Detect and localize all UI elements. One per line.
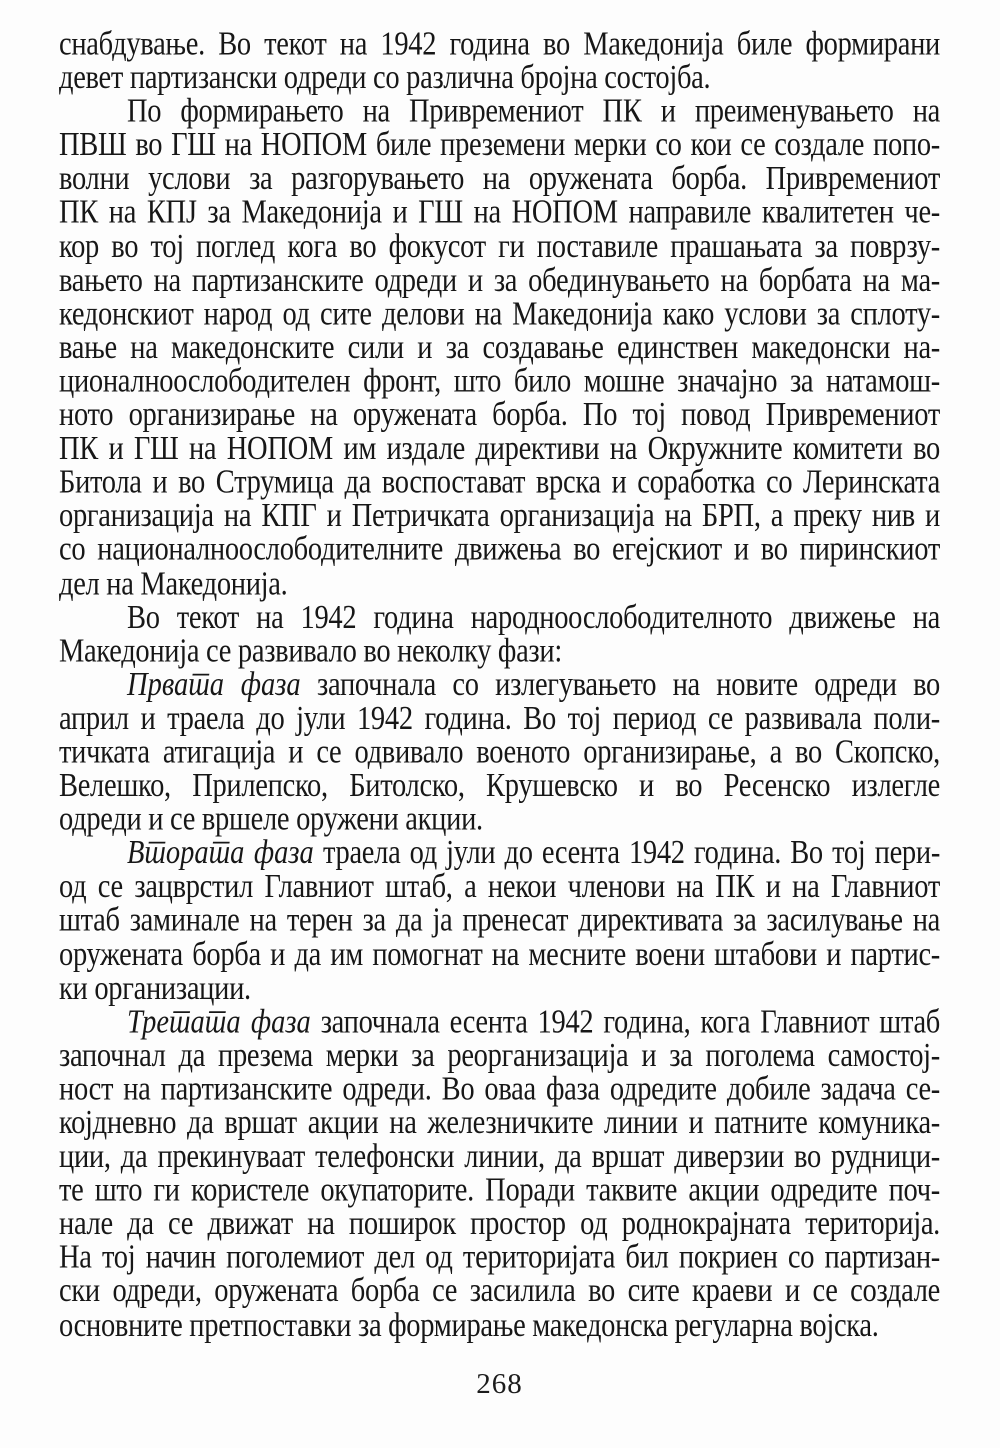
text-line: На тој начин поголемиот дел од територијата бил покриен со партизан-	[59, 1239, 940, 1277]
text-line: со националноослободителните движења во егејскиот и во пиринскиот	[59, 531, 940, 569]
text-line: вање на македонските сили и за создавање единствен македонски на-	[59, 329, 940, 367]
text-line: штаб заминале на терен за да ја пренесат директивата за засилување на	[59, 902, 940, 940]
text-line: ПК и ГШ на НОПОМ им издале директиви на Окружните комитети во	[59, 430, 940, 468]
text-line: Втората фаза траела од јули до есента 1942 година. Во тој пери-	[127, 834, 941, 872]
text-line: кедонскиот народ од сите делови на Македонија како услови за сплоту-	[59, 295, 940, 333]
phase-label-italic: Втората фаза	[127, 834, 314, 872]
text-line: Во текот на 1942 година народноослободителното движење на	[127, 598, 940, 636]
phase-label-italic: Првата фаза	[127, 666, 301, 704]
text-line: ции, да прекинуваат телефонски линии, да вршат диверзии во рудници-	[59, 1138, 940, 1176]
text-line: вањето на партизанските одреди и за обединувањето на борбата на ма-	[59, 261, 940, 299]
text-line: оружената борба и да им помогнат на месните воени штабови и партис-	[59, 935, 940, 974]
text-line: организација на КПГ и Петричката организација на БРП, а преку нив и	[59, 497, 940, 535]
text-line: ционалноослободителен фронт, што било мошне значајно за натамош-	[59, 362, 940, 400]
text-line: нале да се движат на поширок простор од роднокрајната територија.	[59, 1205, 940, 1243]
text-line: кор во тој поглед кога во фокусот ги поставиле прашањата за поврзу-	[59, 227, 940, 266]
text-line: Првата фаза започнала со излегувањето на новите одреди во	[127, 666, 940, 704]
text-line: Велешко, Прилепско, Битолско, Крушевско и во Ресенско излегле	[59, 767, 940, 805]
text-line: којдневно да вршат акции на железничките линии и патните комуника-	[59, 1104, 940, 1142]
text-line: основните претпоставки за формирање македонска регуларна војска.	[59, 1306, 879, 1344]
text-line: ПВШ во ГШ на НОПОМ биле преземени мерки со кои се создале попо-	[59, 126, 940, 164]
text-line: ност на партизанските одреди. Во оваа фаза одредите добиле задача се-	[59, 1070, 940, 1108]
text-line: од се зацврстил Главниот штаб, а некои членови на ПК и на Главниот	[59, 868, 940, 906]
text-line: ки организации.	[59, 969, 251, 1007]
page-number: 268	[476, 1368, 523, 1400]
text-line: Македонија се развивало во неколку фази:	[59, 632, 562, 670]
text-line: По формирањето на Привремениот ПК и преименувањето на	[127, 93, 940, 131]
phase-label-italic: Третата фаза	[127, 1003, 311, 1041]
text-line: април и траела до јули 1942 година. Во тој период се развивала поли-	[59, 699, 940, 738]
text-line: Битола и во Струмица да воспостават врска и соработка со Леринската	[59, 463, 940, 502]
body-text	[59, 25, 941, 1344]
text-line: девет партизански одреди со различна бројна состојба.	[59, 59, 711, 97]
text-line: дел на Македонија.	[59, 565, 288, 603]
text-line: ПК на КПЈ за Македонија и ГШ на НОПОМ направиле квалитетен че-	[59, 194, 940, 232]
text-line: ното организирање на оружената борба. По тој повод Привремениот	[59, 396, 940, 434]
text-line: волни услови за разгорувањето на оружената борба. Привремениот	[59, 160, 940, 198]
text-line: започнал да презема мерки за реорганизација и за поголема самостој-	[59, 1036, 940, 1075]
text-line: одреди и се вршеле оружени акции.	[59, 800, 483, 839]
page-footer	[59, 1368, 940, 1401]
text-line: ски одреди, оружената борба се засилила во сите краеви и се создале	[59, 1272, 940, 1311]
text-line: Третата фаза започнала есента 1942 година, кога Главниот штаб	[127, 1003, 940, 1041]
text-line: те што ги користеле окупаторите. Поради таквите акции одредите поч-	[59, 1171, 940, 1210]
text-line: снабдување. Во текот на 1942 година во Македонија биле формирани	[59, 25, 940, 63]
text-line: тичката атигација и се одвивало военото организирање, а во Скопско,	[59, 733, 940, 771]
